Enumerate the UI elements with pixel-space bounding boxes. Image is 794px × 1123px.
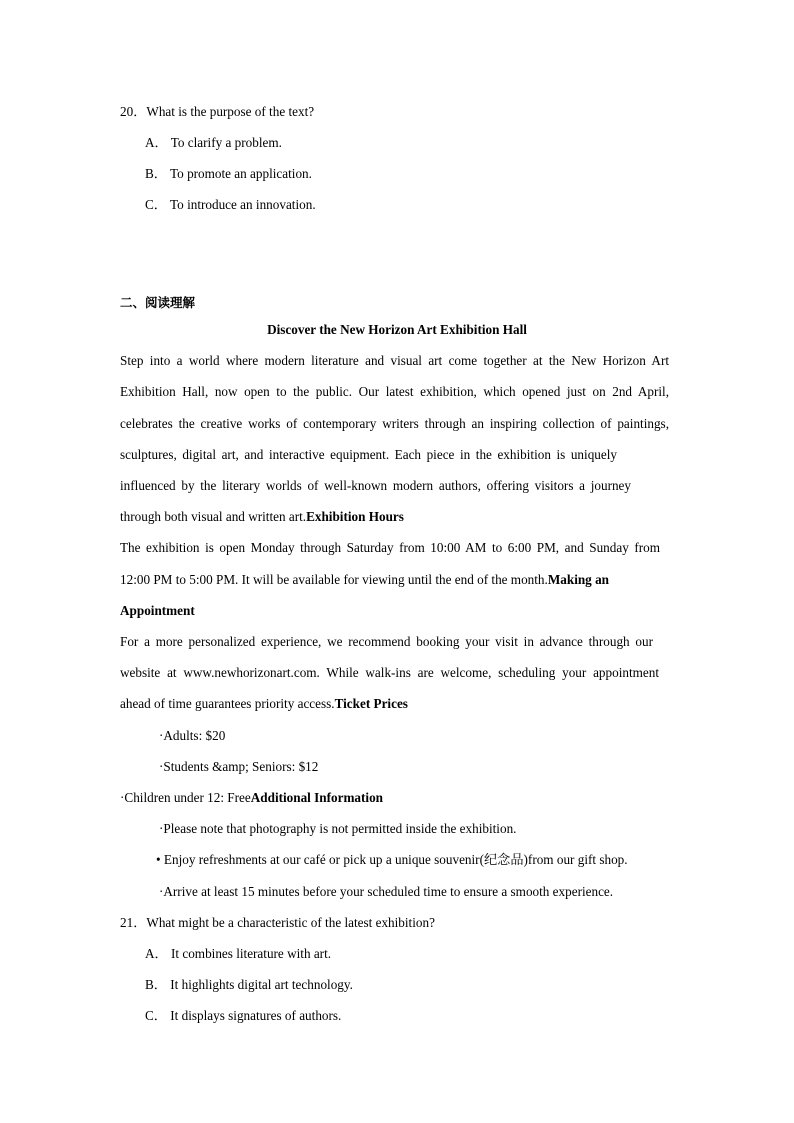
price-students: ·Students &amp; Seniors: $12	[159, 759, 319, 774]
question-21: 21．What might be a characteristic of the latest exhibition?	[120, 915, 435, 930]
appointment-text: website at www.newhorizonart.com. While walk-ins are welcome, scheduling your appointment	[120, 665, 659, 680]
info-arrive: ·Arrive at least 15 minutes before your scheduled time to ensure a smooth experience.	[159, 884, 614, 899]
appointment-heading: Making an	[547, 572, 610, 587]
paragraph-text: through both visual and written art.	[120, 509, 307, 524]
price-adults: ·Adults: $20	[159, 728, 226, 743]
price-children-line	[120, 790, 383, 806]
hours-text: 12:00 PM to 5:00 PM. It will be available for viewing until the end of the month.	[120, 572, 548, 587]
paragraph-line: celebrates the creative works of contemporary writers through an inspiring collection of paintings,	[120, 416, 669, 431]
paragraph-line: influenced by the literary worlds of well-known modern authors, offering visitors a journey	[120, 478, 631, 493]
question-21-option-a: A． It combines literature with art.	[145, 946, 332, 961]
article-title: Discover the New Horizon Art Exhibition Hall	[267, 322, 527, 337]
hours-text-line	[120, 572, 609, 588]
question-20-option-b: B． To promote an application.	[145, 166, 312, 181]
question-21-option-c: C． It displays signatures of authors.	[145, 1008, 342, 1023]
info-refreshments: • Enjoy refreshments at our café or pick up a unique souvenir(纪念品)from our gift shop.	[156, 852, 628, 867]
section-heading: 二、阅读理解	[120, 295, 196, 310]
appointment-text-line	[120, 696, 408, 712]
paragraph-line: Step into a world where modern literature and visual art come together at the New Horizon Art	[120, 353, 669, 368]
question-20-option-a: A． To clarify a problem.	[145, 135, 282, 150]
paragraph-line	[120, 509, 404, 525]
appointment-text: ahead of time guarantees priority access.	[120, 696, 335, 711]
prices-heading: Ticket Prices	[334, 696, 408, 711]
question-21-option-b: B． It highlights digital art technology.	[145, 977, 353, 992]
appointment-heading-continued: Appointment	[120, 603, 195, 618]
question-20: 20．What is the purpose of the text?	[120, 104, 315, 119]
info-heading: Additional Information	[250, 790, 384, 805]
appointment-text: For a more personalized experience, we recommend booking your visit in advance through our	[120, 634, 653, 649]
question-20-option-c: C． To introduce an innovation.	[145, 197, 316, 212]
hours-heading: Exhibition Hours	[306, 509, 404, 524]
hours-text: The exhibition is open Monday through Saturday from 10:00 AM to 6:00 PM, and Sunday from	[120, 540, 660, 555]
info-photography: ·Please note that photography is not permitted inside the exhibition.	[159, 821, 517, 836]
paragraph-line: sculptures, digital art, and interactive equipment. Each piece in the exhibition is uniquely	[120, 447, 617, 462]
paragraph-line: Exhibition Hall, now open to the public. Our latest exhibition, which opened just on 2nd April,	[120, 384, 669, 399]
price-children: ·Children under 12: Free	[120, 790, 251, 805]
